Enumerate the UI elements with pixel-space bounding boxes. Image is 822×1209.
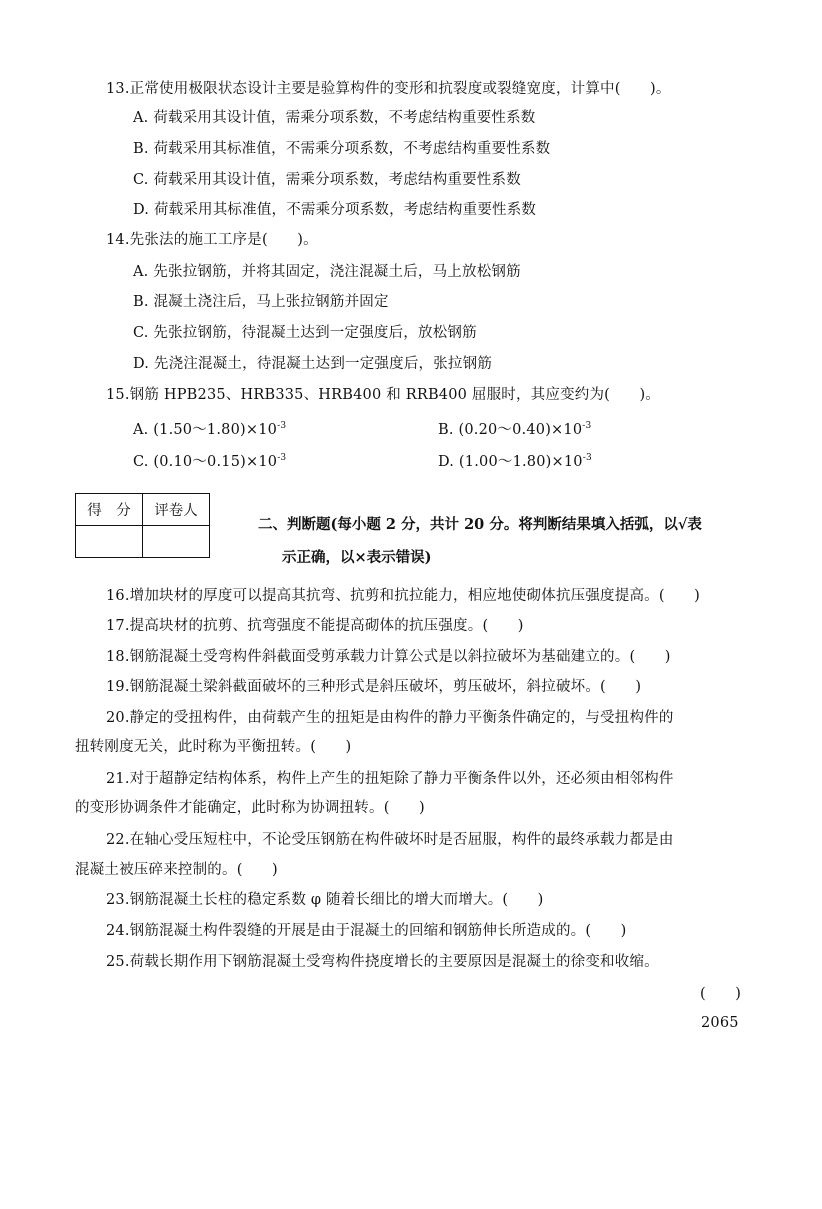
q20-line2: 扭转刚度无关，此时称为平衡扭转。( )	[75, 739, 352, 755]
q21-line2: 的变形协调条件才能确定，此时称为协调扭转。( )	[75, 800, 425, 816]
grader-cell	[143, 526, 210, 558]
q24: 24.钢筋混凝土构件裂缝的开展是由于混凝土的回缩和钢筋伸长所造成的。( )	[106, 923, 627, 939]
q14-option-a: A. 先张拉钢筋，并将其固定，浇注混凝土后，马上放松钢筋	[133, 264, 521, 280]
q21-line1: 21.对于超静定结构体系，构件上产生的扭矩除了静力平衡条件以外，还必须由相邻构件	[106, 771, 674, 787]
grader-label: 评卷人	[143, 494, 210, 526]
q19: 19.钢筋混凝土梁斜截面破坏的三种形式是斜压破坏，剪压破坏，斜拉破坏。( )	[106, 679, 642, 695]
exponent: -3	[582, 421, 592, 431]
q15-stem: 15.钢筋 HPB235、HRB335、HRB400 和 RRB400 屈服时，其应变约为( )。	[106, 387, 660, 403]
q15-option-c: C. $(0.10\sim 0.15)\times 10^{-3}$	[133, 453, 287, 470]
score-table	[75, 493, 210, 558]
q14-option-b: B. 混凝土浇注后，马上张拉钢筋并固定	[133, 294, 389, 310]
q13-option-a: A. 荷载采用其设计值，需乘分项系数，不考虑结构重要性系数	[133, 110, 536, 126]
q14-stem: 14.先张法的施工工序是( )。	[106, 232, 318, 248]
q13-option-b: B. 荷载采用其标准值，不需乘分项系数，不考虑结构重要性系数	[133, 141, 551, 157]
score-label: 得 分	[76, 494, 143, 526]
q23: 23.钢筋混凝土长柱的稳定系数 φ 随着长细比的增大而增大。( )	[106, 892, 544, 908]
page-number: 2065	[701, 1015, 739, 1031]
q22-line1: 22.在轴心受压短柱中，不论受压钢筋在构件破坏时是否屈服，构件的最终承载力都是由	[106, 832, 674, 848]
q25: 25.荷载长期作用下钢筋混凝土受弯构件挠度增长的主要原因是混凝土的徐变和收缩。	[106, 954, 659, 970]
exponent: -3	[582, 453, 592, 463]
q16: 16.增加块材的厚度可以提高其抗弯、抗剪和抗拉能力，相应地使砌体抗压强度提高。( )	[106, 588, 700, 604]
q14-option-c: C. 先张拉钢筋，待混凝土达到一定强度后，放松钢筋	[133, 325, 477, 341]
q15-option-b: B. $(0.20\sim 0.40)\times 10^{-3}$	[438, 421, 592, 438]
q15-option-a: A. $(1.50\sim 1.80)\times 10^{-3}$	[133, 421, 287, 438]
exponent: -3	[277, 421, 287, 431]
section-title-continued: 示正确，以×表示错误)	[282, 549, 432, 566]
score-cell	[76, 526, 143, 558]
q18: 18.钢筋混凝土受弯构件斜截面受剪承载力计算公式是以斜拉破坏为基础建立的。( )	[106, 649, 671, 665]
q13-option-c: C. 荷载采用其设计值，需乘分项系数，考虑结构重要性系数	[133, 172, 521, 188]
q25-answer-bracket: ( )	[700, 986, 742, 1002]
q14-option-d: D. 先浇注混凝土，待混凝土达到一定强度后，张拉钢筋	[133, 356, 493, 372]
q17: 17.提高块材的抗剪、抗弯强度不能提高砌体的抗压强度。( )	[106, 618, 524, 634]
q13-option-d: D. 荷载采用其标准值，不需乘分项系数，考虑结构重要性系数	[133, 202, 537, 218]
q15-option-d: D. $(1.00\sim 1.80)\times 10^{-3}$	[438, 453, 592, 470]
q20-line1: 20.静定的受扭构件，由荷载产生的扭矩是由构件的静力平衡条件确定的，与受扭构件的	[106, 710, 674, 726]
q22-line2: 混凝土被压碎来控制的。( )	[75, 862, 278, 878]
section-title: 二、判断题(每小题 2 分，共计 20 分。将判断结果填入括弧，以√表	[258, 516, 702, 533]
q13-stem: 13.正常使用极限状态设计主要是验算构件的变形和抗裂度或裂缝宽度，计算中( )。	[106, 81, 671, 97]
exponent: -3	[277, 453, 287, 463]
